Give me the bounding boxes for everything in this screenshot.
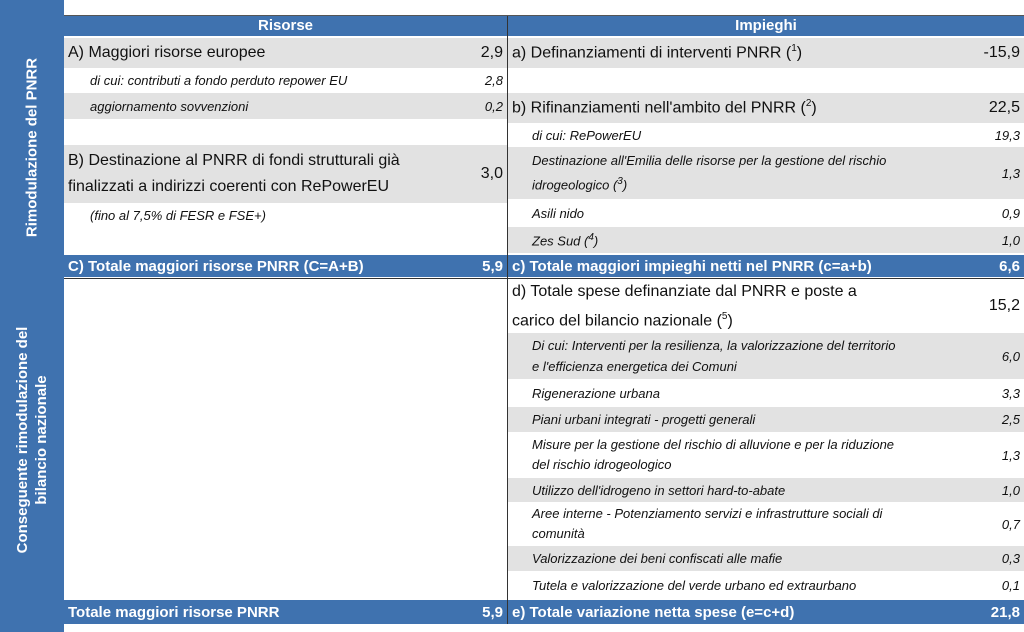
right-d-item-4-value: 1,0 [1001,482,1020,498]
right-b4-value: 1,0 [1001,232,1020,248]
right-d-item-7-l1: Tutela e valorizzazione del verde urbano ed extraurbano [532,577,857,593]
left-row-a2 [64,93,507,119]
left-b-value: 3,0 [480,165,503,182]
right-d-item-1-l1: Rigenerazione urbana [532,385,660,401]
right-d-item-3-l2: del rischio idrogeologico [532,457,672,472]
right-b4-note: 4 [588,231,594,243]
top-border [64,15,1024,16]
right-c-value: 6,6 [999,257,1020,275]
right-row-b3 [508,201,1024,225]
side-label-bottom-line2: bilancio nazionale [33,375,50,505]
side-label-bottom-line1: Conseguente rimodulazione del [14,326,31,554]
side-label-top: Rimodulazione del PNRR [23,57,41,238]
right-b3-value: 0,9 [1001,205,1020,221]
right-d-item-3-l1: Misure per la gestione del rischio di alluvione e per la riduzione [532,437,895,452]
right-b2-label-2: idrogeologico ( [532,177,618,193]
right-b2-label-1: Destinazione all'Emilia delle risorse per la gestione del rischio [532,153,887,169]
right-b3-label: Asili nido [532,205,585,221]
left-row-b-note [64,203,507,227]
right-d-item-0-l1: Di cui: Interventi per la resilienza, la valorizzazione del territorio [532,338,896,353]
right-e-value: 21,8 [990,603,1020,621]
right-d-item [508,503,1024,545]
right-d-item-6-value: 0,3 [1001,551,1020,566]
right-d-item [508,433,1024,477]
left-a1-label: di cui: contributi a fondo perduto repower EU [90,72,348,88]
left-b-label-2: finalizzati a indirizzi coerenti con RePowerEU [68,178,390,195]
right-d-item [508,546,1024,571]
right-a-value: -15,9 [983,44,1020,61]
right-e-label: e) Totale variazione netta spese (e=c+d) [512,603,795,621]
right-d-value: 15,2 [988,297,1020,314]
left-a-value: 2,9 [480,44,503,61]
right-row-b2: Destinazione all'Emilia delle risorse per la gestione del rischio idrogeologico ($^3$) 1,3 [508,147,1024,199]
left-a2-label: aggiornamento sovvenzioni [90,98,249,114]
left-row-c-total [64,255,507,277]
right-d-item-3-value: 1,3 [1001,447,1020,463]
right-b-value: 22,5 [988,99,1020,116]
left-a1-value: 2,8 [484,72,503,88]
left-row-b [64,145,507,203]
left-b-label-1: B) Destinazione al PNRR di fondi strutturali già [68,152,400,169]
right-b2-note: 3 [617,176,623,188]
left-c-label: C) Totale maggiori risorse PNRR (C=A+B) [68,257,364,275]
right-d-label-2: carico del bilancio nazionale ( [512,312,722,330]
right-row-c-total [508,255,1024,277]
right-a-label: a) Definanziamenti di interventi PNRR ( [512,44,792,62]
right-b1-label: di cui: RePowerEU [532,127,642,143]
right-row-a [508,38,1024,68]
right-d-item-5-value: 0,7 [1001,516,1020,532]
right-d-note: 5 [721,310,728,322]
right-b-label: b) Rifinanziamenti nell'ambito del PNRR ( [512,99,806,117]
left-row-a [64,38,507,68]
right-d-item-4-l1: Utilizzo dell'idrogeno in settori hard-to-abate [532,482,786,498]
right-d-item [508,478,1024,502]
left-row-a1 [64,68,507,92]
left-total-label: Totale maggiori risorse PNRR [68,603,280,621]
right-c-label: c) Totale maggiori impieghi netti nel PNRR (c=a+b) [512,257,872,275]
right-a-note: 1 [791,43,797,55]
right-d-item-6-l1: Valorizzazione dei beni confiscati alle mafie [532,551,783,566]
right-d-label-1: d) Totale spese definanziate dal PNRR e poste a [512,282,857,300]
left-total-value: 5,9 [482,603,503,621]
left-grand-total [0,600,507,624]
header-uses: Impieghi [508,16,1024,36]
right-d-item-5-l1: Aree interne - Potenziamento servizi e infrastrutture sociali di [532,506,883,521]
right-row-d: d) Totale spese definanziate dal PNRR e poste a carico del bilancio nazionale ($^5$) 15,2 [508,280,1024,332]
left-c-value: 5,9 [482,257,503,275]
left-a-label: A) Maggiori risorse europee [68,44,266,61]
right-row-b1 [508,123,1024,147]
right-d-item-2-l1: Piani urbani integrati - progetti generali [532,412,756,427]
right-a-label-wrap: a) Definanziamenti di interventi PNRR ($^1$) [512,43,803,62]
right-b-note: 2 [805,98,812,110]
right-d-item-0-value: 6,0 [1001,348,1020,364]
side-label-bottom [13,290,51,590]
right-d-item-0-l2: e l'efficienza energetica dei Comuni [532,359,737,374]
right-d-item-5-l2: comunità [532,526,585,541]
header-resources: Risorse [64,16,507,36]
right-b-label-wrap: b) Rifinanziamenti nell'ambito del PNRR ($^2$) [512,98,817,117]
right-b1-value: 19,3 [994,127,1020,143]
right-row-b [508,93,1024,123]
right-d-item-2-value: 2,5 [1001,412,1020,427]
right-row-b4: Zes Sud ($^4$) 1,0 [508,227,1024,253]
right-d-item [508,572,1024,598]
right-b2-value: 1,3 [1001,165,1020,181]
left-a2-value: 0,2 [484,98,503,114]
right-d-item [508,380,1024,406]
right-d-item-1-value: 3,3 [1001,385,1020,401]
right-d-item [508,407,1024,432]
right-d-item [508,333,1024,379]
right-grand-total [508,600,1024,624]
right-b4-label: Zes Sud ( [532,233,589,249]
right-d-item-7-value: 0,1 [1001,577,1020,593]
left-b-note: (fino al 7,5% di FESR e FSE+) [90,207,266,223]
